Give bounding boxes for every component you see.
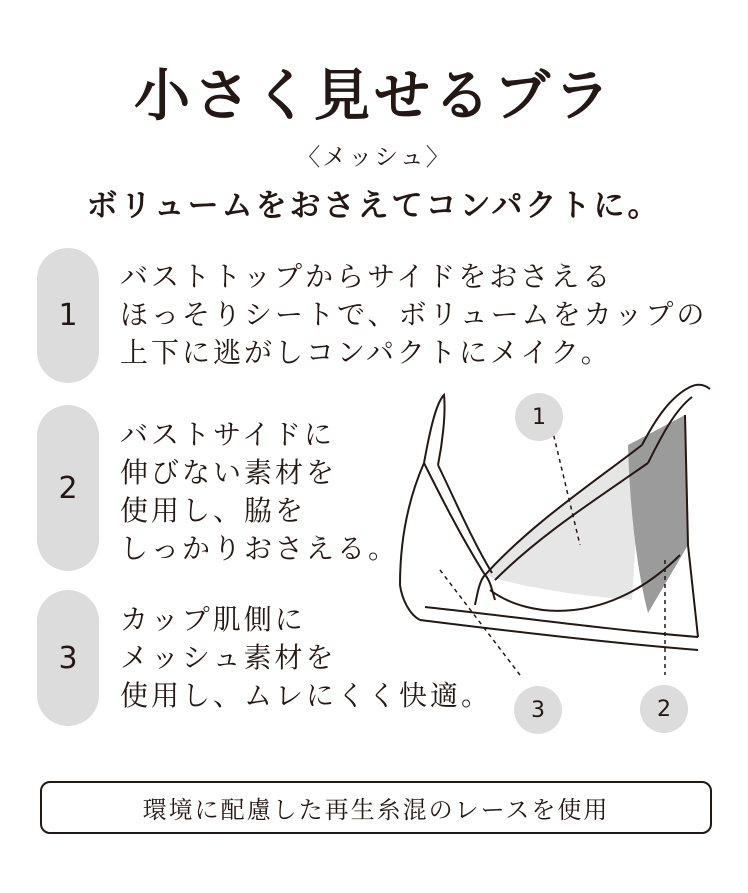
point-line: しっかりおさえる。 bbox=[120, 532, 400, 565]
point-number-badge: 3 bbox=[37, 590, 99, 726]
point-line: バストトップからサイドをおさえる bbox=[120, 260, 614, 293]
page-subtitle: 〈メッシュ〉 bbox=[296, 143, 452, 171]
eco-note-text: 環境に配慮した再生糸混のレースを使用 bbox=[142, 796, 610, 824]
page-title: 小さく見せるブラ bbox=[134, 63, 614, 129]
diagram-marker: 1 bbox=[515, 393, 563, 441]
point-line: カップ肌側に bbox=[120, 603, 306, 636]
point-line: バストサイドに bbox=[120, 418, 336, 451]
diagram-marker: 3 bbox=[514, 686, 562, 734]
point-line: メッシュ素材を bbox=[120, 641, 337, 674]
point-line: 上下に逃がしコンパクトにメイク。 bbox=[120, 336, 612, 369]
point-line: 伸びない素材を bbox=[120, 456, 338, 489]
point-number-badge: 2 bbox=[37, 405, 99, 571]
point-description bbox=[120, 258, 707, 372]
diagram-marker: 2 bbox=[640, 685, 688, 733]
eco-note-box bbox=[40, 781, 712, 834]
point-number-badge: 1 bbox=[37, 248, 99, 383]
point-line: 使用し、ムレにくく快適。 bbox=[120, 679, 493, 712]
tagline: ボリュームをおさえてコンパクトに。 bbox=[86, 188, 662, 224]
point-line: 使用し、脇を bbox=[120, 494, 307, 527]
point-line: ほっそりシートで、ボリュームをカップの bbox=[120, 298, 708, 331]
point-description bbox=[120, 416, 399, 568]
